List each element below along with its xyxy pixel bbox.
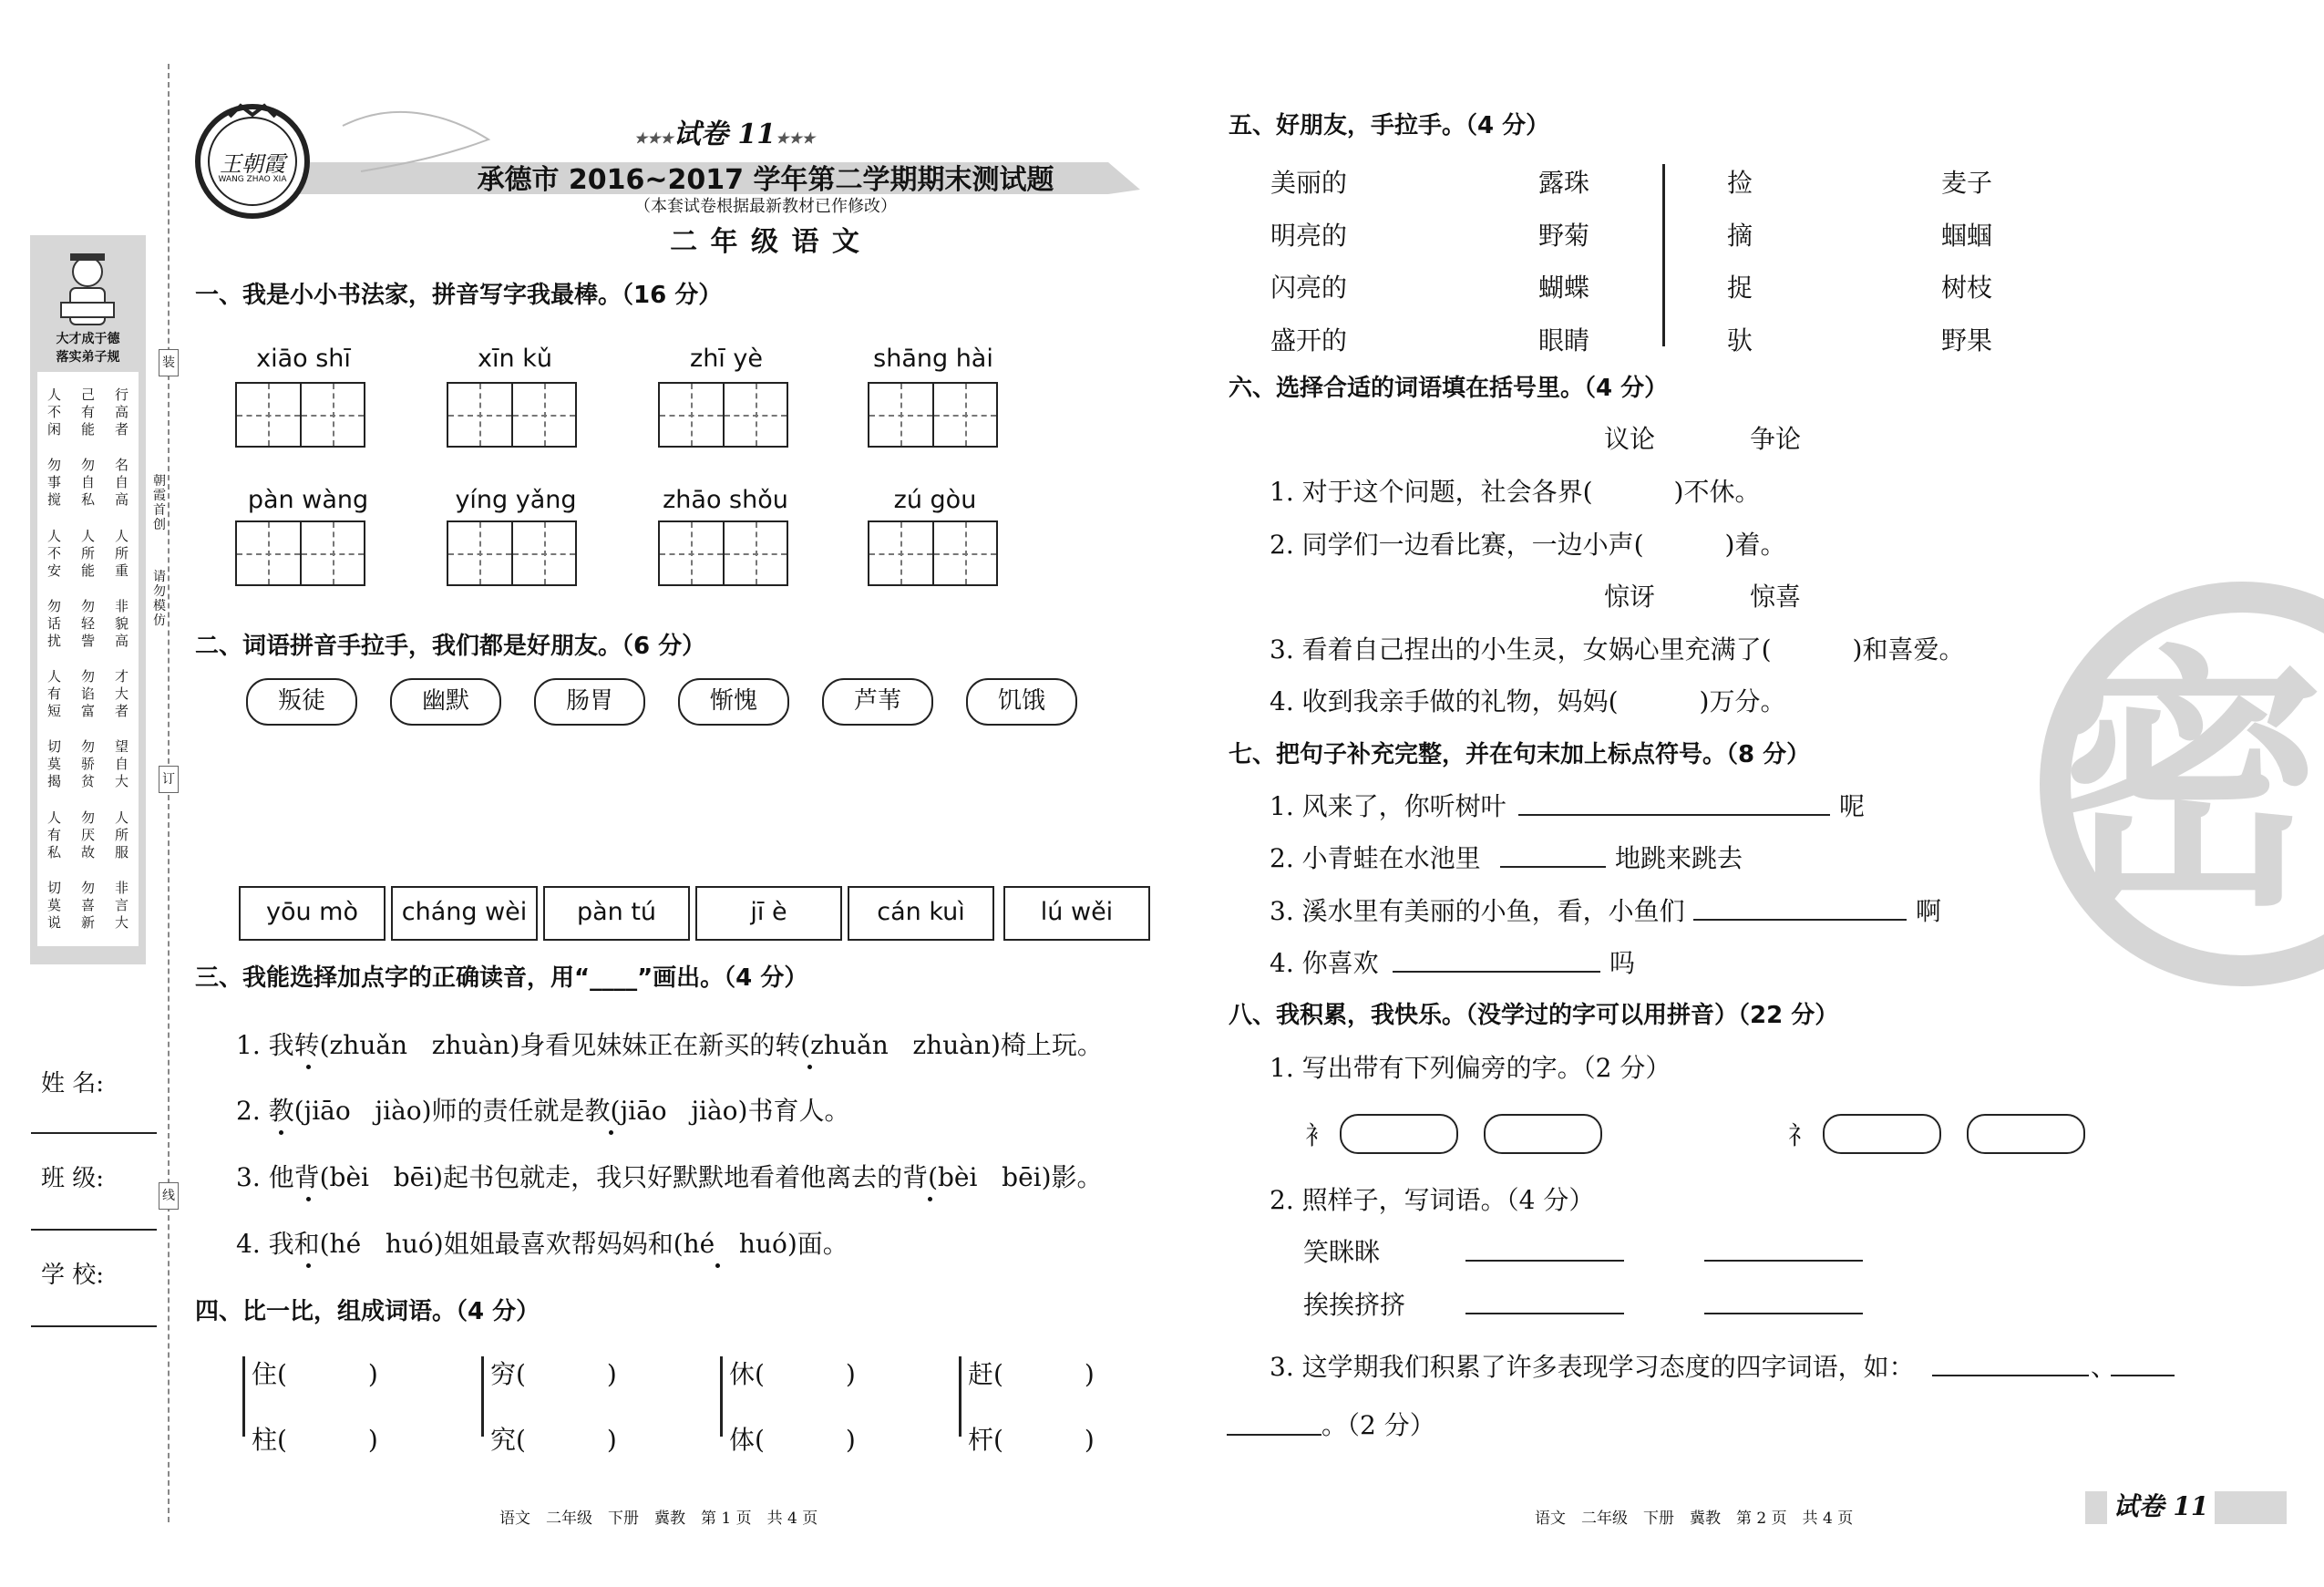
- binding-tag: 订: [159, 766, 179, 793]
- motto-column: 勿骄贫: [80, 738, 95, 790]
- match-word[interactable]: 捡: [1727, 168, 1753, 198]
- answer-blank[interactable]: [1704, 1313, 1863, 1314]
- answer-blank[interactable]: [2111, 1375, 2175, 1376]
- pinyin-word: zhāo shǒu: [663, 486, 788, 514]
- sentence-end: 吗: [1609, 948, 1636, 978]
- paper-number: ★★★试卷 11★★★: [633, 119, 816, 150]
- radical: 礻: [1788, 1120, 1815, 1150]
- pair-bracket: [242, 1356, 245, 1437]
- question-item: 4. 我和(hé huó)姐姐最喜欢帮妈妈和(hé huó)面。: [236, 1229, 848, 1259]
- motto-column: 人不安: [46, 527, 61, 579]
- grade-subject: 二 年 级 语 文: [670, 226, 861, 258]
- word-cloud[interactable]: 饥饿: [966, 678, 1077, 726]
- answer-cloud[interactable]: [1823, 1114, 1941, 1154]
- question-item: 2. 同学们一边看比赛，一边小声( )着。: [1270, 530, 1786, 560]
- writing-grid[interactable]: [658, 520, 788, 586]
- motto-column: 行高者: [114, 386, 129, 438]
- pinyin-box[interactable]: pàn tú: [543, 886, 690, 941]
- revision-note: （本套试卷根据最新教材已作修改）: [634, 197, 897, 216]
- writing-grid[interactable]: [447, 382, 577, 448]
- word-pair: 体( ): [729, 1425, 856, 1455]
- logo-subtext: WANG ZHAO XIA: [218, 175, 287, 184]
- motto-column: 勿自私: [80, 457, 95, 509]
- question-item: 3. 这学期我们积累了许多表现学习态度的四字词语，如：: [1270, 1352, 1915, 1382]
- question-item: 2. 照样子，写词语。（4 分）: [1270, 1185, 1595, 1215]
- binding-tag: 线: [159, 1182, 179, 1210]
- question-item: 2. 教(jiāo jiào)师的责任就是教(jiāo jiào)书育人。: [236, 1096, 850, 1126]
- word-pair: 穷( ): [490, 1359, 617, 1389]
- section-5-title: 五、好朋友，手拉手。（4 分）: [1229, 112, 1550, 139]
- word-cloud[interactable]: 肠胃: [534, 678, 645, 726]
- logo-text: 王朝霞: [220, 151, 285, 177]
- writing-grid[interactable]: [868, 382, 998, 448]
- answer-blank[interactable]: [1932, 1375, 2089, 1376]
- option-word: 惊喜: [1750, 582, 1802, 612]
- emphasis-dot: [306, 1065, 311, 1069]
- motto-row: [37, 880, 139, 932]
- option-word: 争论: [1750, 424, 1802, 454]
- match-word[interactable]: 野菊: [1538, 220, 1590, 251]
- word-pair: 杆( ): [968, 1425, 1095, 1455]
- match-word[interactable]: 蝈蝈: [1941, 220, 1993, 251]
- question-item: 4. 收到我亲手做的礼物，妈妈( )万分。: [1270, 686, 1786, 716]
- writing-grid[interactable]: [868, 520, 998, 586]
- pinyin-word: shāng hài: [873, 345, 993, 373]
- answer-blank[interactable]: [1227, 1434, 1321, 1436]
- match-word[interactable]: 树枝: [1941, 273, 1993, 303]
- vertical-note: 朝霞首创: [153, 474, 166, 532]
- answer-cloud[interactable]: [1484, 1114, 1602, 1154]
- answer-cloud[interactable]: [1967, 1114, 2085, 1154]
- motto-column: 人所重: [114, 527, 129, 579]
- motto-column: 勿喜新: [80, 879, 95, 931]
- question-item: 1. 对于这个问题，社会各界( )不休。: [1270, 477, 1761, 507]
- pinyin-word: zhī yè: [690, 345, 763, 373]
- class-field[interactable]: [31, 1229, 157, 1231]
- section-6-title: 六、选择合适的词语填在括号里。（4 分）: [1229, 375, 1669, 402]
- vertical-note: 请勿模仿: [153, 570, 166, 628]
- match-column-3: [1727, 157, 1753, 366]
- match-column-4: [1941, 157, 1992, 366]
- section-1-title: 一、我是小小书法家，拼音写字我最棒。（16 分）: [195, 282, 723, 309]
- name-field[interactable]: [31, 1132, 157, 1134]
- pinyin-word: yíng yǎng: [455, 486, 577, 514]
- match-word[interactable]: 明亮的: [1270, 220, 1348, 251]
- binding-tag: 装: [159, 349, 179, 376]
- word-pair: 住( ): [252, 1359, 378, 1389]
- motto-column: 勿厌故: [80, 809, 95, 860]
- emphasis-dot: [279, 1130, 283, 1135]
- answer-blank[interactable]: [1465, 1313, 1624, 1314]
- answer-blank[interactable]: [1704, 1260, 1863, 1262]
- score-note: 。（2 分）: [1321, 1410, 1435, 1440]
- pinyin-word: xīn kǔ: [478, 345, 552, 373]
- pair-bracket: [481, 1356, 484, 1437]
- pinyin-word: zú gòu: [893, 486, 977, 514]
- scholar-icon: [57, 246, 118, 337]
- motto-row: [37, 528, 139, 580]
- motto-column: 己有能: [80, 386, 95, 438]
- motto-column: 人所服: [114, 809, 129, 860]
- word-cloud[interactable]: 幽默: [390, 678, 501, 726]
- pinyin-word: xiāo shī: [256, 345, 351, 373]
- paper-number-text: 试卷 11: [673, 119, 776, 150]
- match-word[interactable]: 美丽的: [1270, 168, 1348, 198]
- pair-bracket: [720, 1356, 723, 1437]
- school-field[interactable]: [31, 1325, 157, 1327]
- pinyin-box[interactable]: lú wěi: [1003, 886, 1150, 941]
- writing-grid[interactable]: [658, 382, 788, 448]
- emphasis-dot: [306, 1263, 311, 1268]
- word-cloud[interactable]: 芦苇: [822, 678, 933, 726]
- motto-column: 非貌高: [114, 597, 129, 649]
- option-word: 议论: [1604, 424, 1656, 454]
- match-word[interactable]: 麦子: [1941, 168, 1993, 198]
- option-word: 惊讶: [1604, 582, 1656, 612]
- motto-column: 人有短: [46, 668, 61, 720]
- motto-text: [37, 372, 139, 946]
- motto-column: 望自大: [114, 738, 129, 790]
- section-8-title: 八、我积累，我快乐。（没学过的字可以用拼音）（22 分）: [1229, 1002, 1839, 1029]
- motto-column: 勿话扰: [46, 597, 61, 649]
- section-2-title: 二、词语拼音手拉手，我们都是好朋友。（6 分）: [195, 633, 706, 660]
- motto-column: 名自高: [114, 457, 129, 509]
- motto-sidebar: [30, 235, 146, 964]
- word-pair: 柱( ): [252, 1425, 378, 1455]
- answer-blank[interactable]: [1500, 866, 1606, 868]
- example-word: 挨挨挤挤: [1303, 1290, 1406, 1320]
- match-word[interactable]: 盛开的: [1270, 325, 1348, 356]
- emphasis-dot: [306, 1197, 311, 1201]
- question-item: 3. 他背(bèi bēi)起书包就走，我只好默默地看着他离去的背(bèi bēi)影。: [236, 1162, 1103, 1192]
- sentence-end: 地跳来跳去: [1615, 843, 1743, 873]
- motto-column: 勿轻訾: [80, 597, 95, 649]
- match-word[interactable]: 闪亮的: [1270, 273, 1348, 303]
- motto-column: 勿谄富: [80, 668, 95, 720]
- motto-row: [37, 457, 139, 509]
- motto-column: 切莫说: [46, 879, 61, 931]
- word-pair: 赶( ): [968, 1359, 1095, 1389]
- pinyin-box[interactable]: jī è: [695, 886, 842, 941]
- motto-row: [37, 738, 139, 790]
- exam-title: 承德市 2016~2017 学年第二学期期末测试题: [477, 164, 1054, 196]
- column-divider: [1662, 164, 1665, 346]
- emphasis-dot: [928, 1197, 932, 1201]
- answer-blank[interactable]: [1518, 814, 1830, 816]
- motto-column: 切莫揭: [46, 738, 61, 790]
- radical: 衤: [1305, 1120, 1332, 1150]
- question-item: 1. 写出带有下列偏旁的字。（2 分）: [1270, 1053, 1671, 1083]
- pinyin-box[interactable]: cán kuì: [848, 886, 994, 941]
- motto-column: 才大者: [114, 668, 129, 720]
- match-word[interactable]: 驮: [1727, 325, 1753, 356]
- paper-badge: 试卷 11: [2107, 1489, 2215, 1525]
- match-column-1: [1270, 157, 1347, 366]
- writing-grid[interactable]: [447, 520, 577, 586]
- section-7-title: 七、把句子补充完整，并在句末加上标点符号。（8 分）: [1229, 741, 1811, 768]
- page-footer: 语文 二年级 下册 冀教 第 1 页 共 4 页: [499, 1510, 818, 1528]
- emphasis-dot: [807, 1065, 812, 1069]
- pinyin-word: pàn wàng: [247, 486, 369, 514]
- motto-row: [37, 386, 139, 438]
- answer-blank[interactable]: [1693, 919, 1907, 921]
- motto-row: [37, 809, 139, 861]
- match-word[interactable]: 摘: [1727, 220, 1753, 251]
- banner-line: 大才成于德: [56, 332, 120, 346]
- question-item: 1. 我转(zhuǎn zhuàn)身看见妹妹正在新买的转(zhuǎn zhuàn)椅上玩。: [236, 1030, 1103, 1060]
- motto-column: 勿事搅: [46, 457, 61, 509]
- question-item: 2. 小青蛙在水池里: [1270, 843, 1481, 873]
- emphasis-dot: [609, 1130, 613, 1135]
- word-pair: 究( ): [490, 1425, 617, 1455]
- question-item: 1. 风来了，你听树叶: [1270, 791, 1506, 821]
- motto-column: 人不闲: [46, 386, 61, 438]
- section-4-title: 四、比一比，组成词语。（4 分）: [195, 1298, 540, 1325]
- match-word[interactable]: 露珠: [1538, 168, 1590, 198]
- match-word[interactable]: 野果: [1941, 325, 1993, 356]
- separator: 、: [2091, 1352, 2117, 1382]
- page-footer: 语文 二年级 下册 冀教 第 2 页 共 4 页: [1535, 1510, 1854, 1528]
- binding-line: [168, 64, 170, 1522]
- class-label: 班 级:: [41, 1165, 105, 1192]
- example-word: 笑眯眯: [1303, 1237, 1381, 1267]
- motto-column: 人有私: [46, 809, 61, 860]
- emphasis-dot: [715, 1263, 720, 1268]
- match-column-2: [1538, 157, 1589, 366]
- sentence-end: 呢: [1839, 791, 1866, 821]
- word-cloud[interactable]: 叛徒: [246, 678, 357, 726]
- motto-column: 人所能: [80, 527, 95, 579]
- answer-blank[interactable]: [1465, 1260, 1624, 1262]
- answer-cloud[interactable]: [1340, 1114, 1458, 1154]
- question-item: 3. 看着自己捏出的小生灵，女娲心里充满了( )和喜爱。: [1270, 634, 1965, 665]
- pinyin-box[interactable]: yōu mò: [239, 886, 386, 941]
- school-label: 学 校:: [41, 1262, 105, 1289]
- word-pair: 休( ): [729, 1359, 856, 1389]
- word-cloud[interactable]: 惭愧: [678, 678, 789, 726]
- writing-grid[interactable]: [235, 382, 365, 448]
- sentence-end: 啊: [1916, 896, 1942, 926]
- motto-row: [37, 668, 139, 720]
- match-word[interactable]: 眼睛: [1538, 325, 1590, 356]
- seal-text: 密: [2051, 624, 2324, 943]
- question-item: 4. 你喜欢: [1270, 948, 1379, 978]
- pair-bracket: [959, 1356, 961, 1437]
- answer-blank[interactable]: [1393, 971, 1600, 973]
- banner-line: 落实弟子规: [56, 350, 120, 365]
- name-label: 姓 名:: [41, 1070, 105, 1098]
- writing-grid[interactable]: [235, 520, 365, 586]
- motto-column: 非言大: [114, 879, 129, 931]
- section-3-title: 三、我能选择加点字的正确读音，用“____”画出。（4 分）: [195, 964, 808, 992]
- match-word[interactable]: 捉: [1727, 273, 1753, 303]
- question-item: 3. 溪水里有美丽的小鱼，看，小鱼们: [1270, 896, 1685, 926]
- match-word[interactable]: 蝴蝶: [1538, 273, 1590, 303]
- motto-row: [37, 598, 139, 650]
- pinyin-box[interactable]: cháng wèi: [391, 886, 538, 941]
